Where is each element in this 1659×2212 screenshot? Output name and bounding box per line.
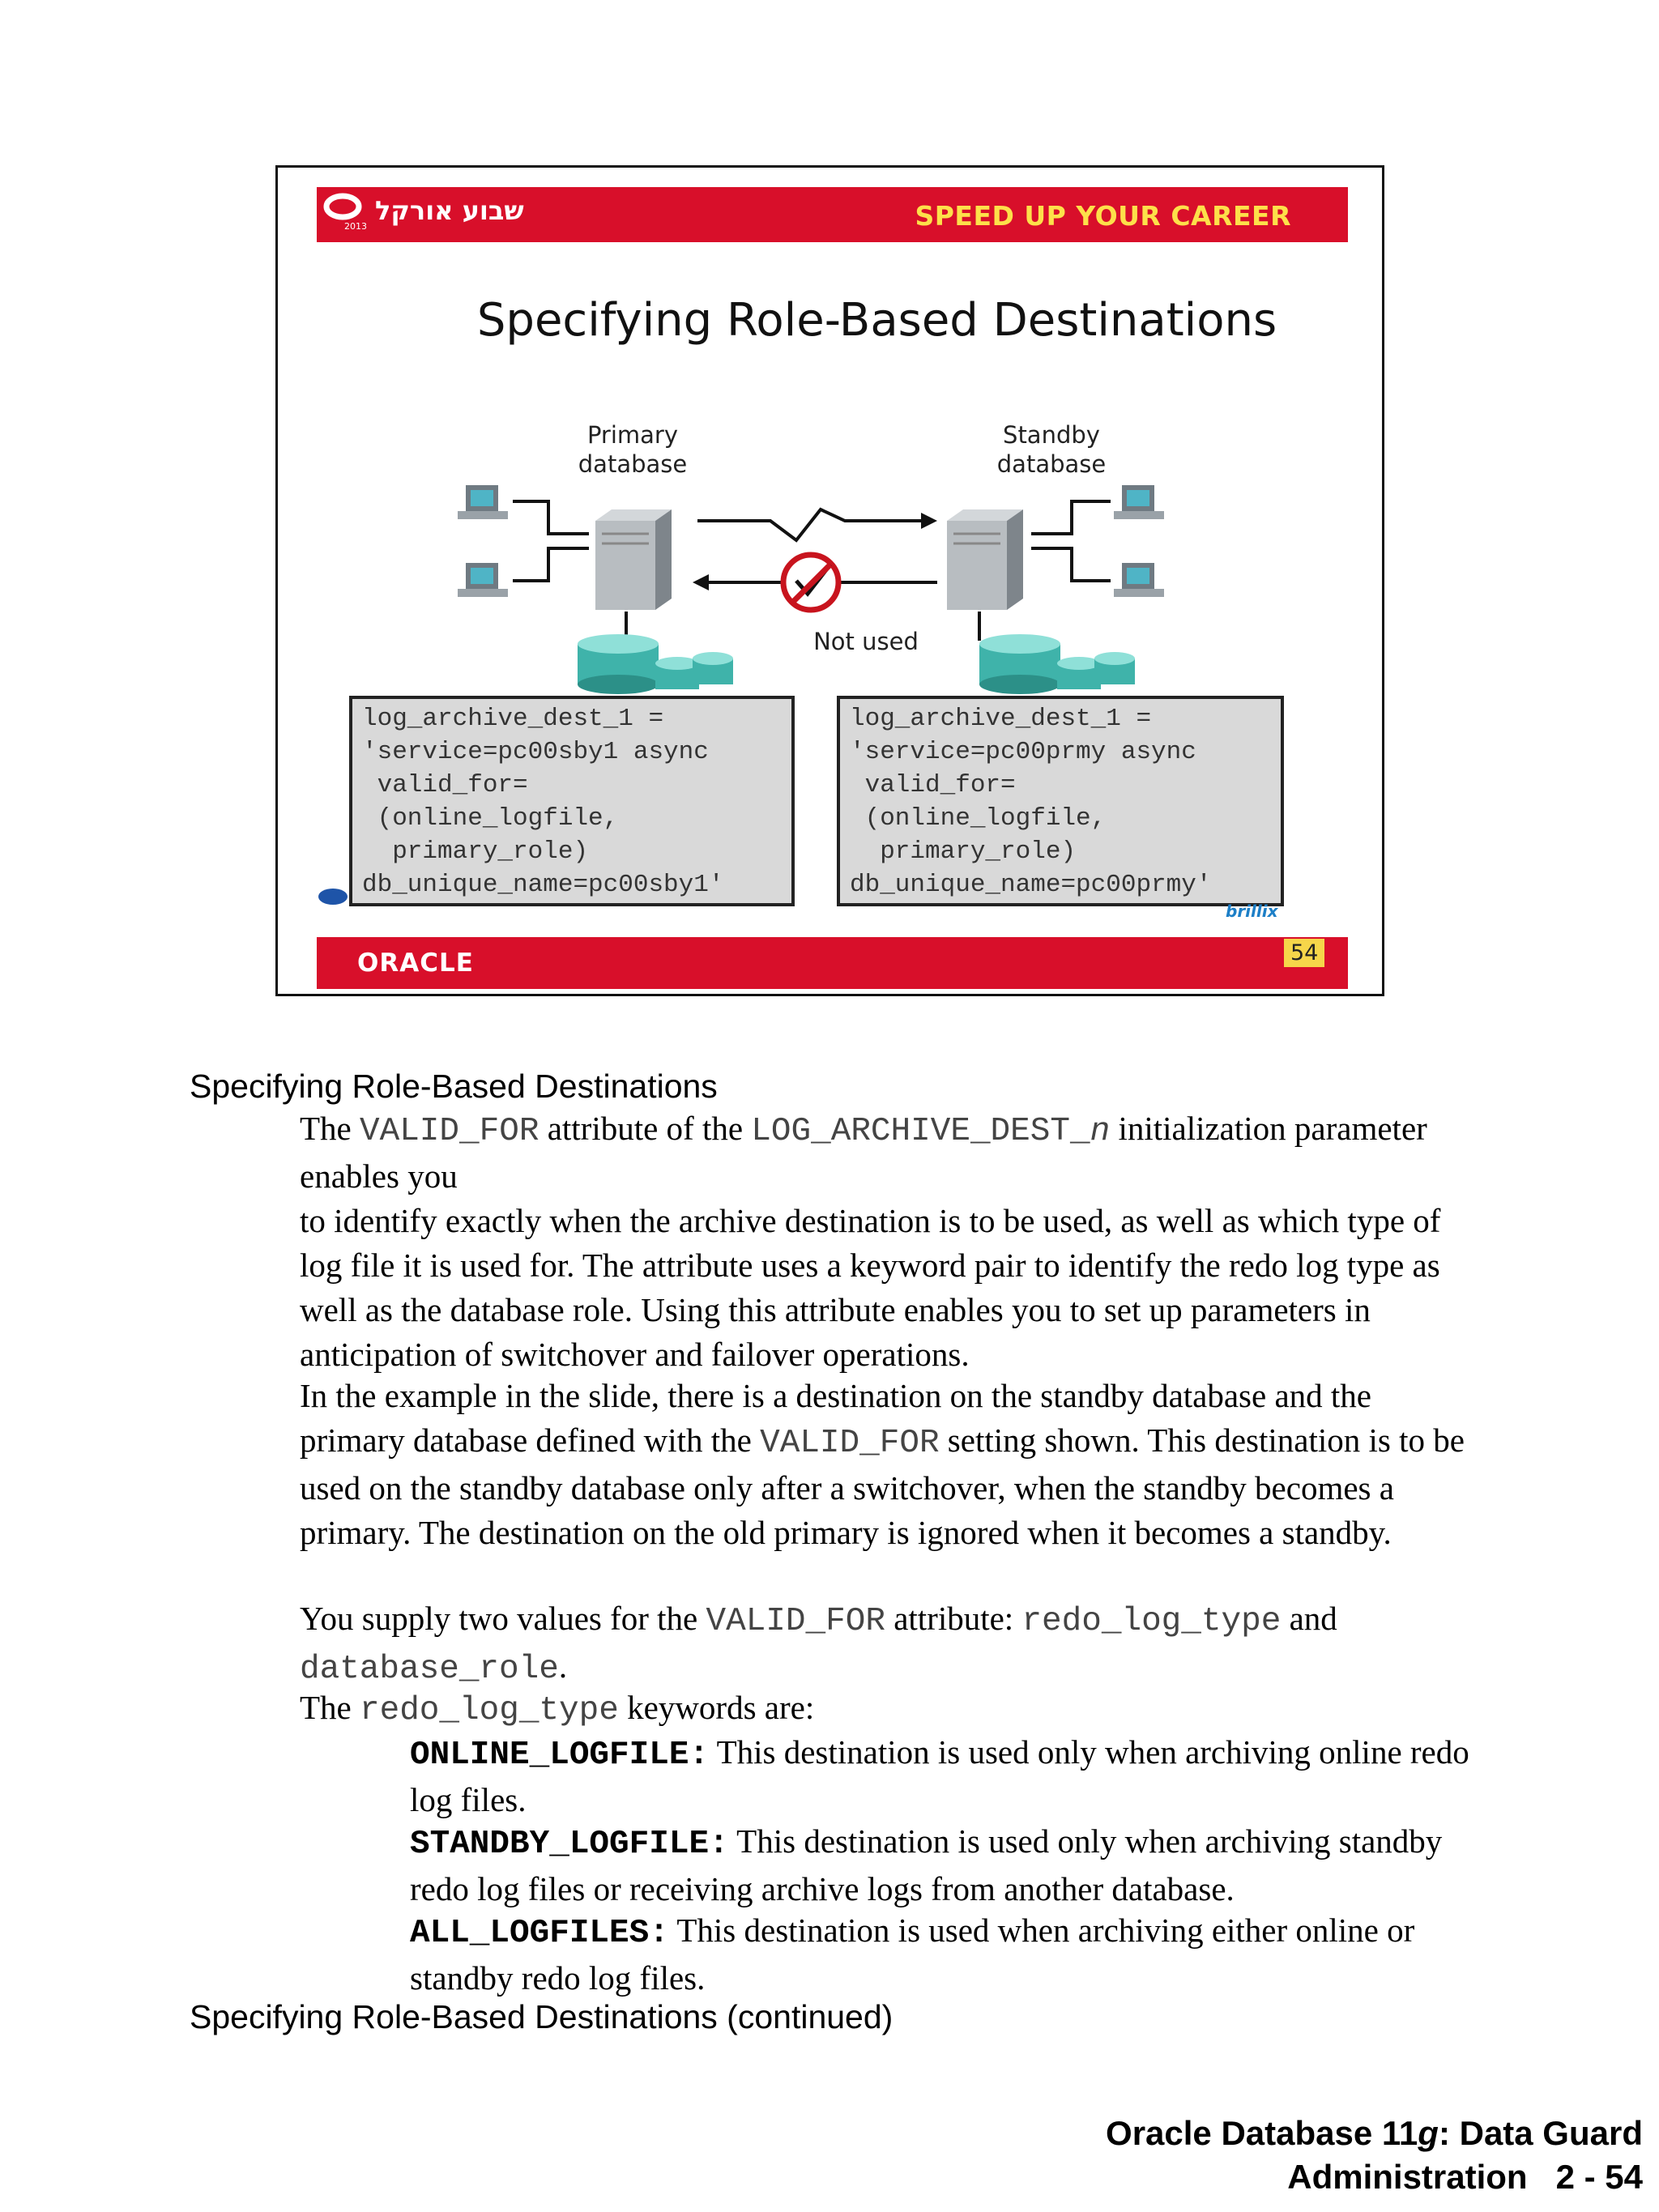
prohibited-icon — [783, 555, 838, 610]
footer-title: Oracle Database 11g: Data Guard — [1106, 2114, 1643, 2152]
paragraph-example — [300, 1374, 1482, 1555]
keyword: ONLINE_LOGFILE: — [410, 1737, 710, 1774]
code-n: n — [1090, 1113, 1111, 1150]
notes-heading-continued: Specifying Role-Based Destinations (continued) — [190, 1998, 893, 2035]
keyword-description: This destination is used when archiving either online or standby redo log files. — [410, 1912, 1415, 1997]
standby-parameter-code: log_archive_dest_1 = 'service=pc00prmy async valid_for= (online_logfile, primary_role) db_unique_name=pc00prmy' — [837, 696, 1284, 906]
oracle-logo: ORACLE — [357, 948, 474, 978]
notes-heading: Specifying Role-Based Destinations — [190, 1068, 718, 1105]
not-used-label: Not used — [813, 628, 919, 655]
primary-server-icon — [595, 509, 672, 610]
code-valid-for: VALID_FOR — [360, 1113, 539, 1150]
primary-label-line2: database — [578, 450, 688, 478]
standby-label-line1: Standby — [1003, 421, 1100, 449]
text: You supply two values for the — [300, 1600, 706, 1637]
standby-database-label — [962, 420, 1141, 479]
text: The — [300, 1110, 360, 1147]
keyword: STANDBY_LOGFILE: — [410, 1826, 729, 1863]
paragraph-two-values — [300, 1596, 1482, 1692]
logo-year: 2013 — [344, 221, 367, 232]
logo-text: שבוע אורקל — [375, 195, 524, 226]
primary-parameter-code: log_archive_dest_1 = 'service=pc00sby1 async valid_for= (online_logfile, primary_role) db_unique_name=pc00sby1' — [349, 696, 795, 906]
primary-label-line1: Primary — [586, 421, 679, 449]
connection-lines — [513, 501, 589, 581]
standby-label-line2: database — [996, 450, 1107, 478]
primary-database-label — [544, 420, 722, 479]
keyword-item — [410, 1908, 1495, 2001]
slide-title: Specifying Role-Based Destinations — [476, 294, 1277, 347]
code-valid-for: VALID_FOR — [706, 1603, 885, 1640]
text: attribute: — [885, 1600, 1022, 1637]
text: and — [1281, 1600, 1337, 1637]
page-footer — [1106, 2112, 1643, 2199]
text: The — [300, 1689, 360, 1726]
text: attribute of the — [539, 1110, 752, 1147]
text: . — [558, 1647, 568, 1685]
code-redo-log-type: redo_log_type — [1021, 1603, 1282, 1640]
keyword-description: This destination is used only when archiving standby redo log files or receiving archive logs from another database. — [410, 1822, 1443, 1907]
partner-logo-icon — [318, 889, 348, 905]
connection-lines — [1031, 501, 1111, 581]
brillix-logo: brillix — [1226, 901, 1278, 921]
code-log-archive-dest: LOG_ARCHIVE_DEST_ — [751, 1113, 1090, 1150]
code-redo-log-type: redo_log_type — [360, 1692, 619, 1729]
text: initialization parameter enables you — [300, 1110, 1427, 1195]
slide-image — [275, 165, 1384, 996]
client-computer-icon — [1114, 485, 1164, 519]
paragraph-keywords — [300, 1686, 1482, 1733]
slide-bottom-bar — [317, 937, 1348, 989]
keyword: ALL_LOGFILES: — [410, 1915, 669, 1952]
keyword-item — [410, 1730, 1495, 1822]
footer-page: Administration 2 - 54 — [1287, 2158, 1643, 2196]
text: to identify exactly when the archive destination is to be used, as well as which type of log file it is used for. The attribute uses a keyword pair to identify the redo log type as well as the database role. Using this attribute enables you to set up parameters in anticipation of switchover and failover operations. — [300, 1202, 1441, 1373]
slogan: SPEED UP YOUR CAREER — [915, 200, 1291, 232]
text: In the example in the slide, there is a destination on the standby database and the primary database defined with the — [300, 1377, 1371, 1459]
redo-transport-arrow — [697, 509, 937, 540]
primary-storage-icon — [578, 634, 733, 694]
client-computer-icon — [1114, 563, 1164, 597]
text: setting shown. This destination is to be used on the standby database only after a switchover, when the standby becomes a primary. The destination on the old primary is ignored when it becomes a standby. — [300, 1421, 1465, 1551]
paragraph-valid-for-intro — [300, 1106, 1482, 1377]
keyword-description: This destination is used only when archiving online redo log files. — [410, 1733, 1469, 1818]
standby-storage-icon — [979, 634, 1135, 694]
text: keywords are: — [618, 1689, 815, 1726]
slide-number: 54 — [1284, 939, 1324, 967]
standby-server-icon — [947, 509, 1023, 610]
code-database-role: database_role — [300, 1651, 559, 1688]
client-computer-icon — [458, 563, 508, 597]
client-computer-icon — [458, 485, 508, 519]
code-valid-for: VALID_FOR — [760, 1425, 940, 1462]
keyword-item — [410, 1819, 1495, 1912]
